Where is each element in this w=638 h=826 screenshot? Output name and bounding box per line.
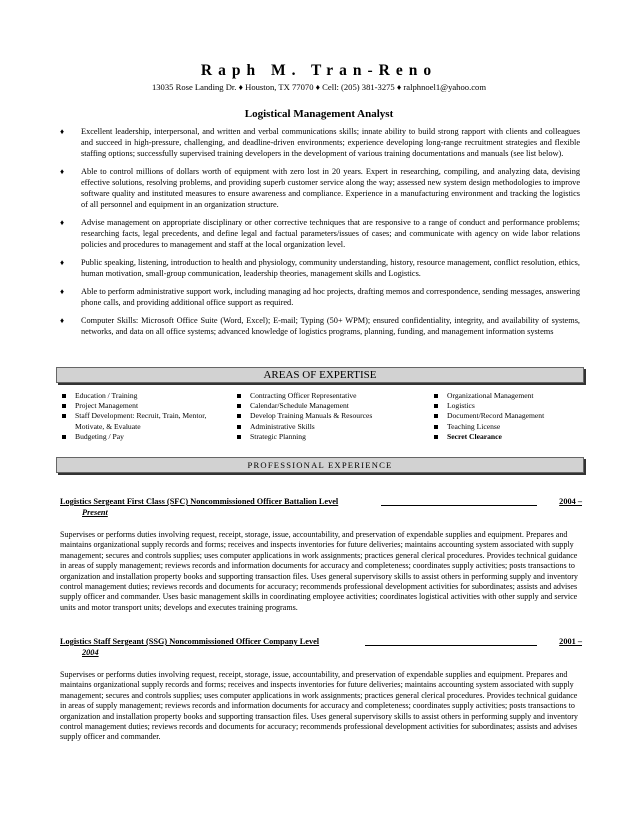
expertise-heading-bar: AREAS OF EXPERTISE [56, 367, 584, 383]
expertise-column-1 [62, 391, 222, 442]
job-dates-end: Present [82, 508, 108, 517]
square-bullet-icon [62, 404, 66, 408]
square-bullet-icon [434, 404, 438, 408]
square-bullet-icon [237, 435, 241, 439]
summary-list [60, 126, 580, 344]
square-bullet-icon [237, 414, 241, 418]
expertise-item: Document/Record Management [434, 411, 594, 421]
expertise-item: Organizational Management [434, 391, 594, 401]
diamond-bullet-icon: ♦ [60, 258, 65, 267]
square-bullet-icon [434, 394, 438, 398]
summary-item: ♦ Able to perform administrative support work, including managing ad hoc projects, drafting memos and correspondence, sending messages, answering phone calls, and providing additional office support as required. [60, 287, 580, 307]
summary-item: ♦ Public speaking, listening, introduction to health and physiology, community understanding, history, resource management, conflict resolution, ethics, human motivation, small-group communication, leadership theories, management skills and Logistics. [60, 258, 580, 278]
square-bullet-icon [434, 425, 438, 429]
square-bullet-icon [62, 394, 66, 398]
diamond-bullet-icon: ♦ [60, 218, 65, 227]
expertise-item: Secret Clearance [434, 432, 594, 442]
title-underline [365, 645, 537, 646]
candidate-name: Raph M. Tran-Reno [200, 62, 438, 79]
experience-heading-bar: PROFESSIONAL EXPERIENCE [56, 457, 584, 473]
job-description: Supervises or performs duties involving request, receipt, storage, issue, accountability, and preservation of expendable supplies and equipment. Prepares and maintains organizational supply records and forms; receives and inspects inventories for future deliveries; maintains accounting system associated with supply management; secures and controls supplies; uses computer applications in work assignments; practices general clerical procedures. Provides technical guidance in areas of supply management; reviews records and information documents for accuracy and completeness; coordinates supply activities; posts transactions to organization and installation property books and supporting transaction files. Uses general supervisory skills to assist others in performing supply and inventory control management duties; reviews records and documents for accuracy; recommends professional development activities for subordinates; assists and advises supply officer and commander. [60, 670, 578, 742]
diamond-bullet-icon: ♦ [60, 127, 65, 136]
square-bullet-icon [434, 435, 438, 439]
job-dates-end: 2004 [82, 648, 99, 657]
diamond-bullet-icon: ♦ [60, 167, 65, 176]
title-underline [381, 505, 537, 506]
square-bullet-icon [237, 404, 241, 408]
expertise-item: Develop Training Manuals & Resources [237, 411, 417, 421]
summary-item: ♦ Able to control millions of dollars worth of equipment with zero lost in 20 years. Expert in researching, compiling, and analyzing data, devising effective solutions, resolving problems, and providing superb customer service along the way; assessed new system design methodologies to improve software quality and instituted measures to ensure awareness and compliance. Experience in a manufacturing environment and tracking the logistics of all personnel and equipment in an organization structure. [60, 167, 580, 209]
square-bullet-icon [62, 414, 66, 418]
expertise-item: Logistics [434, 401, 594, 411]
expertise-item: Teaching License [434, 422, 594, 432]
square-bullet-icon [237, 425, 241, 429]
diamond-bullet-icon: ♦ [60, 316, 65, 325]
contact-line: 13035 Rose Landing Dr. ♦ Houston, TX 77070 ♦ Cell: (205) 381-3275 ♦ ralphnoel1@yahoo.com [151, 82, 487, 92]
summary-item: ♦ Advise management on appropriate disciplinary or other corrective techniques that are responsive to a range of conduct and performance problems; researching facts, legal precedents, and define legal and factual parameters/issues of cases; and communicate with agency on wide labor relations policies and procedures to management and staff at the local organization level. [60, 218, 580, 249]
job-title-block [60, 496, 582, 518]
job-dates: 2004 – [559, 497, 582, 506]
expertise-item: Strategic Planning [237, 432, 417, 442]
objective-title: Logistical Management Analyst [244, 108, 394, 120]
summary-item: ♦ Computer Skills: Microsoft Office Suite (Word, Excel); E-mail; Typing (50+ WPM); ensured confidentiality, integrity, and availability of systems, networks, and data on all office systems; advanced knowledge of logistics programs, planning, funding, and management information systems [60, 316, 580, 336]
expertise-item: Budgeting / Pay [62, 432, 222, 442]
expertise-item: Staff Development: Recruit, Train, Mentor, Motivate, & Evaluate [62, 411, 222, 431]
expertise-item: Education / Training [62, 391, 222, 401]
job-dates: 2001 – [559, 637, 582, 646]
square-bullet-icon [434, 414, 438, 418]
job-title: Logistics Sergeant First Class (SFC) Noncommissioned Officer Battalion Level [60, 497, 339, 506]
expertise-item: Calendar/Schedule Management [237, 401, 417, 411]
expertise-item: Administrative Skills [237, 422, 417, 432]
square-bullet-icon [237, 394, 241, 398]
job-title-block [60, 636, 582, 658]
expertise-column-3 [434, 391, 594, 442]
job-title: Logistics Staff Sergeant (SSG) Noncommissioned Officer Company Level [60, 637, 320, 646]
diamond-bullet-icon: ♦ [60, 287, 65, 296]
expertise-item: Project Management [62, 401, 222, 411]
square-bullet-icon [62, 435, 66, 439]
expertise-item: Contracting Officer Representative [237, 391, 417, 401]
summary-item: ♦ Excellent leadership, interpersonal, and written and verbal communications skills; innate ability to build strong rapport with clients and colleagues and succeed in high-pressure, challenging, and deadline-driven environments; experience developing long-range recruitment strategies and flexible staffing options; successfully supervised training developers in the development of various training documentations and manuals (see list below). [60, 127, 580, 158]
job-description: Supervises or performs duties involving request, receipt, storage, issue, accountability, and preservation of expendable supplies and equipment. Prepares and maintains organizational supply records and forms; receives and inspects inventories for future deliveries; maintains accounting system associated with supply management; secures and controls supplies; uses computer applications in work assignments; practices general clerical procedures. Provides technical guidance in areas of supply management; reviews records and information documents for accuracy and completeness; coordinates supply activities; posts transactions to organization and installation property books and supporting transaction files. Uses general supervisory skills to assist others in performing supply and inventory control management duties; reviews records and documents for accuracy; recommends professional development activities for subordinates; assists and advises supply officer and commander. Uses basic management skills in coordinating employee activities; coordinates logistical activities with other supply and service units and motor transport units; develops and executes training programs. [60, 530, 578, 612]
expertise-column-2 [237, 391, 417, 442]
